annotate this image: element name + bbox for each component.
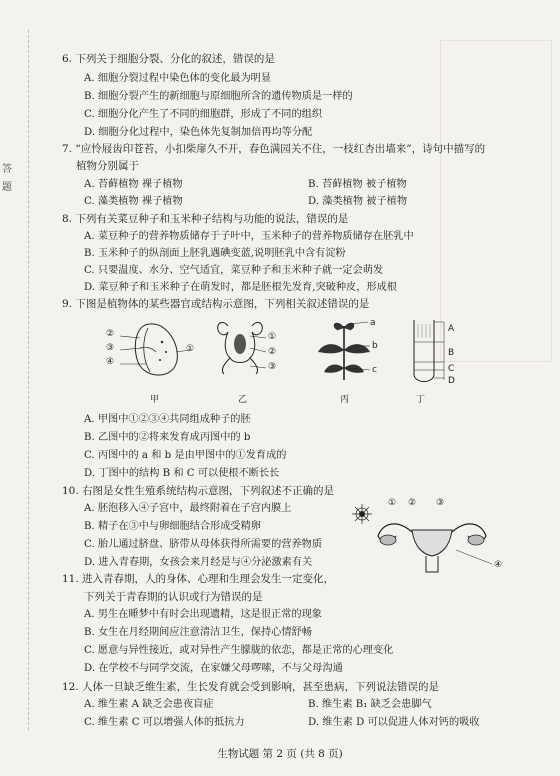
- q12-option-d: D. 维生素 D 可以促进人体对钙的吸收: [308, 717, 480, 728]
- q9-option-b: B. 乙图中的②将来发育成丙图中的 b: [84, 432, 251, 443]
- q6-option-d: D. 细胞分化过程中，染色体先复制加倍再均等分配: [84, 127, 313, 138]
- q10-option-b: B. 精子在③中与卵细胞结合形成受精卵: [84, 521, 261, 532]
- question-9-stem: 9. 下图是植物体的某些器官或结构示意图，下列相关叙述错误的是: [62, 298, 370, 310]
- question-11-stem-line2: 下列关于青春期的认识或行为错误的是: [84, 591, 263, 603]
- question-6-stem: 6. 下列关于细胞分裂、分化的叙述，错误的是: [62, 53, 275, 65]
- question-8-stem: 8. 下列有关菜豆种子和玉米种子结构与功能的说法，错误的是: [62, 213, 349, 225]
- q11-option-d: D. 在学校不与同学交流，在家嫌父母啰嗦，不与父母沟通: [84, 663, 343, 674]
- yi-label-2: ②: [268, 347, 277, 357]
- q10-option-d: D. 进入青春期，女孩会来月经是与④分泌激素有关: [84, 557, 313, 568]
- figure-bing-plant: [308, 316, 388, 388]
- q7-option-a: A. 苔藓植物 裸子植物: [84, 179, 183, 190]
- bing-label-c: c: [372, 365, 377, 375]
- binding-line: [28, 30, 30, 730]
- yi-caption: 乙: [238, 395, 248, 405]
- q6-option-a: A. 细胞分裂过程中染色体的变化最为明显: [84, 73, 272, 84]
- question-10-stem: 10. 右图是女性生殖系统结构示意图，下列叙述不正确的是: [62, 485, 335, 497]
- bing-caption: 丙: [340, 395, 350, 405]
- repro-label-3: ③: [436, 498, 445, 508]
- repro-label-4: ④: [494, 560, 503, 570]
- q12-option-c: C. 维生素 C 可以增强人体的抵抗力: [84, 717, 245, 728]
- q6-option-b: B. 细胞分裂产生的新细胞与原细胞所含的遗传物质是一样的: [84, 91, 353, 102]
- q6-option-c: C. 细胞分化产生了不同的细胞群，形成了不同的组织: [84, 109, 323, 120]
- q9-option-c: C. 丙图中的 a 和 b 是由甲图中的①发育成的: [84, 450, 287, 461]
- ding-label-d: D: [448, 376, 455, 386]
- jia-label-1: ①: [186, 344, 195, 354]
- ding-label-b: B: [448, 348, 455, 358]
- bleed-through-area: [440, 40, 552, 362]
- q12-option-a: A. 维生素 A 缺乏会患夜盲症: [84, 699, 214, 710]
- q7-option-d: D. 藻类植物 被子植物: [308, 196, 408, 207]
- page-footer: 生物试题 第 2 页 (共 8 页): [217, 748, 343, 760]
- repro-label-2: ②: [408, 498, 417, 508]
- question-7-stem-line2: 植物分别属于: [76, 160, 139, 172]
- figure-ding-root-tip: [408, 318, 468, 390]
- jia-label-3: ③: [106, 343, 115, 353]
- q10-option-c: C. 胎儿通过脐盘、脐带从母体获得所需要的营养物质: [84, 539, 323, 550]
- question-12-stem: 12. 人体一旦缺乏维生素，生长发育就会受到影响，甚至患病，下列说法错误的是: [62, 681, 440, 693]
- q11-option-b: B. 女生在月经期间应注意清洁卫生，保持心情舒畅: [84, 627, 312, 638]
- yi-label-1: ①: [268, 332, 277, 342]
- margin-char-1: 答: [2, 164, 12, 175]
- figure-female-reproductive-system: [352, 500, 512, 580]
- ding-label-a: A: [448, 324, 455, 334]
- repro-label-1: ①: [388, 498, 397, 508]
- ding-label-c: C: [448, 364, 455, 374]
- jia-caption: 甲: [150, 395, 160, 405]
- q8-option-c: C. 只要温度、水分、空气适宜，菜豆种子和玉米种子就一定会萌发: [84, 265, 384, 276]
- q8-option-a: A. 菜豆种子的营养物质储存于子叶中，玉米种子的营养物质储存在胚乳中: [84, 231, 414, 242]
- jia-label-2: ②: [106, 329, 115, 339]
- bing-label-b: b: [372, 341, 378, 351]
- question-11-stem-line1: 11. 进入青春期，人的身体、心理和生理会发生一定变化，: [62, 573, 335, 585]
- q9-option-a: A. 甲图中①②③④共同组成种子的胚: [84, 414, 251, 425]
- q11-option-c: C. 愿意与异性接近，或对异性产生朦胧的依恋，都是正常的心理变化: [84, 645, 394, 656]
- q11-option-a: A. 男生在睡梦中有时会出现遗精，这是很正常的现象: [84, 609, 322, 620]
- q7-option-c: C. 藻类植物 裸子植物: [84, 196, 183, 207]
- yi-label-3: ③: [268, 362, 277, 372]
- q8-option-b: B. 玉米种子的纵剖面上胚乳遇碘变蓝,说明胚乳中含有淀粉: [84, 248, 346, 259]
- question-7-stem-line1: 7. “应怜屐齿印苍苔，小扣柴扉久不开，春色满园关不住，一枝红杏出墙来”，诗句中描写的: [62, 143, 486, 155]
- ding-caption: 丁: [416, 395, 426, 405]
- bing-label-a: a: [370, 318, 376, 328]
- figure-yi-embryo: [210, 318, 270, 384]
- jia-label-4: ④: [106, 357, 115, 367]
- q12-option-b: B. 维生素 B₁ 缺乏会患脚气: [308, 699, 432, 710]
- q8-option-d: D. 菜豆种子和玉米种子在萌发时，都是胚根先发育,突破种皮，形成根: [84, 282, 397, 293]
- q9-option-d: D. 丁图中的结构 B 和 C 可以使根不断长长: [84, 468, 280, 479]
- q10-option-a: A. 胚泡移入④子宫中，最终附着在子宫内膜上: [84, 503, 292, 514]
- q7-option-b: B. 苔藓植物 被子植物: [308, 179, 407, 190]
- margin-char-2: 题: [2, 182, 12, 193]
